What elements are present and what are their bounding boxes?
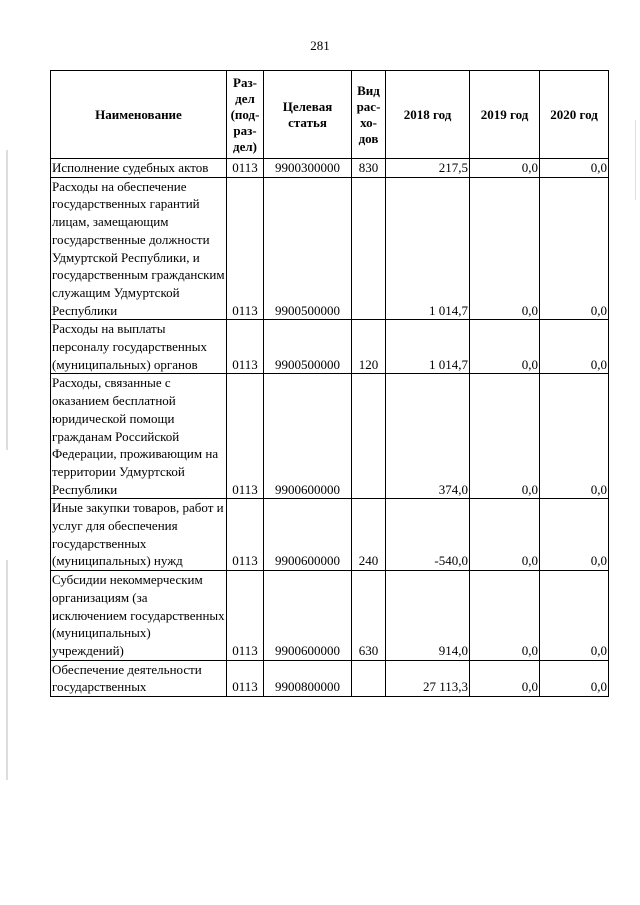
- cell-name: Обеспечение деятельности государственных: [51, 660, 227, 696]
- scan-edge-mark: [6, 560, 8, 780]
- cell-y2019: 0,0: [470, 320, 540, 374]
- cell-y2019: 0,0: [470, 660, 540, 696]
- cell-y2018: 27 113,3: [386, 660, 470, 696]
- cell-article: 9900800000: [264, 660, 352, 696]
- cell-name: Иные закупки товаров, работ и услуг для обеспечения государственных (муниципальных) нужд: [51, 499, 227, 571]
- cell-vid: 830: [352, 159, 386, 178]
- cell-y2019: 0,0: [470, 177, 540, 320]
- page-number: 281: [310, 38, 330, 53]
- table-row: [51, 660, 609, 696]
- cell-section: 0113: [227, 571, 264, 661]
- cell-article: 9900600000: [264, 571, 352, 661]
- table-row: [51, 571, 609, 661]
- cell-y2020: 0,0: [540, 374, 609, 499]
- cell-y2019: 0,0: [470, 374, 540, 499]
- header-name: Наименование: [51, 71, 227, 159]
- budget-table: [50, 70, 609, 697]
- cell-y2019: 0,0: [470, 159, 540, 178]
- cell-vid: [352, 660, 386, 696]
- cell-section: 0113: [227, 320, 264, 374]
- table-row: [51, 374, 609, 499]
- cell-article: 9900500000: [264, 177, 352, 320]
- cell-vid: [352, 177, 386, 320]
- cell-name: Расходы на обеспечение государственных гарантий лицам, замещающим государственные должности Удмуртской Республики, и государственным гражданским служащим Удмуртской Республики: [51, 177, 227, 320]
- cell-article: 9900600000: [264, 499, 352, 571]
- cell-name: Исполнение судебных актов: [51, 159, 227, 178]
- cell-vid: [352, 374, 386, 499]
- cell-y2019: 0,0: [470, 499, 540, 571]
- cell-vid: 630: [352, 571, 386, 661]
- table-header-row: [51, 71, 609, 159]
- cell-section: 0113: [227, 177, 264, 320]
- cell-y2018: 374,0: [386, 374, 470, 499]
- table-row: [51, 320, 609, 374]
- cell-y2019: 0,0: [470, 571, 540, 661]
- cell-article: 9900600000: [264, 374, 352, 499]
- header-section: Раз- дел (под- раз- дел): [227, 71, 264, 159]
- cell-vid: 120: [352, 320, 386, 374]
- header-2018: 2018 год: [386, 71, 470, 159]
- cell-section: 0113: [227, 499, 264, 571]
- header-article: Целевая статья: [264, 71, 352, 159]
- scan-edge-mark: [6, 150, 8, 450]
- cell-name: Субсидии некоммерческим организациям (за исключением государственных (муниципальных) учреждений): [51, 571, 227, 661]
- cell-article: 9900500000: [264, 320, 352, 374]
- cell-name: Расходы, связанные с оказанием бесплатной юридической помощи гражданам Российской Федерации, проживающим на территории Удмуртской Республики: [51, 374, 227, 499]
- cell-y2018: -540,0: [386, 499, 470, 571]
- cell-y2020: 0,0: [540, 177, 609, 320]
- cell-y2020: 0,0: [540, 320, 609, 374]
- cell-article: 9900300000: [264, 159, 352, 178]
- cell-section: 0113: [227, 374, 264, 499]
- header-vid: Вид рас- хо- дов: [352, 71, 386, 159]
- cell-section: 0113: [227, 660, 264, 696]
- table-row: [51, 499, 609, 571]
- cell-y2020: 0,0: [540, 159, 609, 178]
- cell-y2020: 0,0: [540, 571, 609, 661]
- table-row: [51, 177, 609, 320]
- cell-section: 0113: [227, 159, 264, 178]
- cell-y2018: 1 014,7: [386, 177, 470, 320]
- cell-y2020: 0,0: [540, 660, 609, 696]
- table-row: [51, 159, 609, 178]
- header-2019: 2019 год: [470, 71, 540, 159]
- cell-y2018: 217,5: [386, 159, 470, 178]
- header-2020: 2020 год: [540, 71, 609, 159]
- cell-y2018: 1 014,7: [386, 320, 470, 374]
- cell-name: Расходы на выплаты персоналу государственных (муниципальных) органов: [51, 320, 227, 374]
- scan-edge-mark: [635, 120, 636, 200]
- cell-y2020: 0,0: [540, 499, 609, 571]
- cell-vid: 240: [352, 499, 386, 571]
- cell-y2018: 914,0: [386, 571, 470, 661]
